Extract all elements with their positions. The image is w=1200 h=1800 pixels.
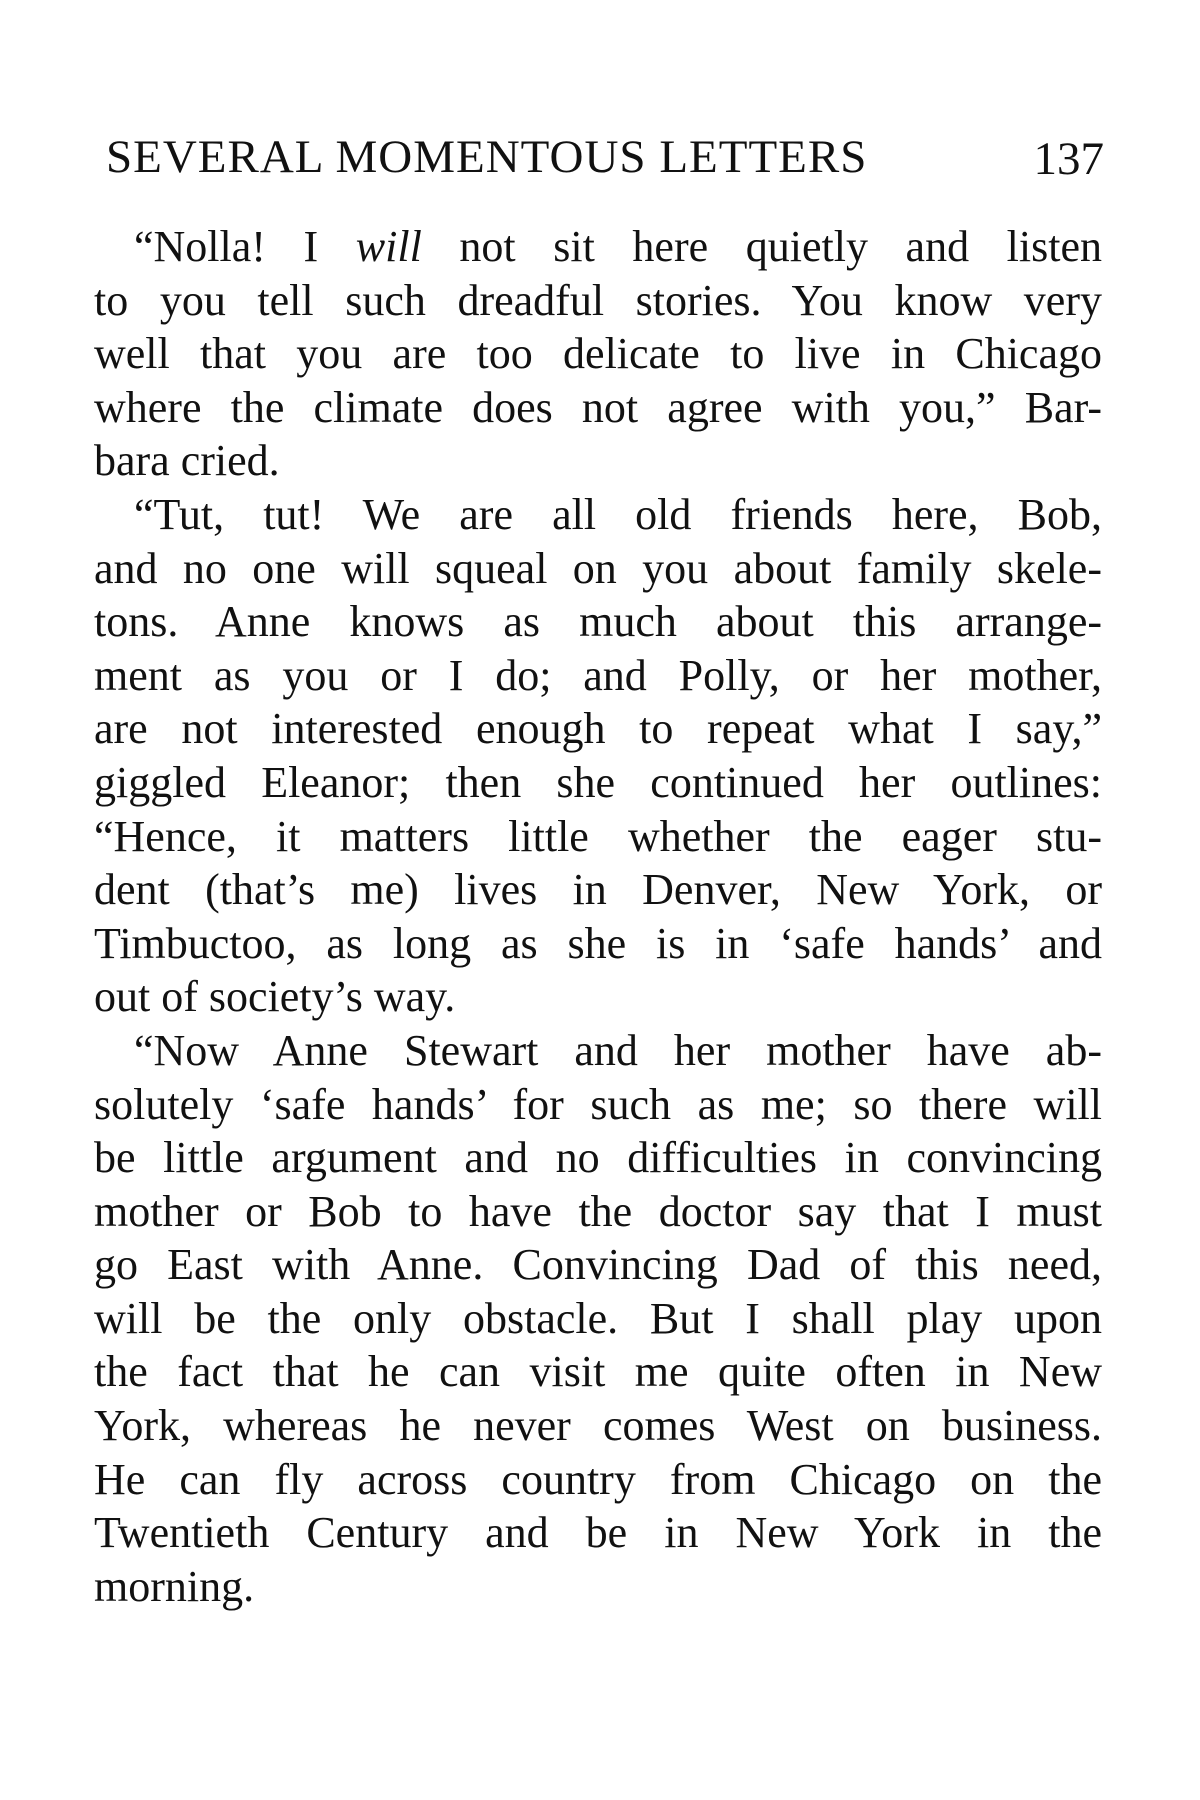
text-line: giggled Eleanor; then she continued her outlines: [94, 757, 1102, 807]
page-number: 137 [1033, 133, 1104, 185]
text-span: “Nolla! I [134, 222, 356, 271]
text-line: Twentieth Century and be in New York in the [94, 1508, 1102, 1558]
text-span: not sit here quietly and listen [421, 222, 1102, 271]
text-line: “Now Anne Stewart and her mother have ab- [134, 1025, 1102, 1075]
text-line: bara cried. [94, 436, 280, 486]
text-line: dent (that’s me) lives in Denver, New York, or [94, 865, 1102, 915]
text-line: solutely ‘safe hands’ for such as me; so there will [94, 1079, 1102, 1129]
text-line: out of society’s way. [94, 972, 456, 1022]
text-line: York, whereas he never comes West on business. [94, 1401, 1102, 1451]
text-line: will be the only obstacle. But I shall play upon [94, 1293, 1102, 1343]
running-head [106, 130, 1104, 190]
text-line: mother or Bob to have the doctor say that I must [94, 1186, 1102, 1236]
text-line: ment as you or I do; and Polly, or her mother, [94, 650, 1102, 700]
italic-emphasis: will [355, 222, 422, 271]
body-text [94, 220, 1102, 1613]
text-line: the fact that he can visit me quite often in New [94, 1347, 1102, 1397]
running-head-title: SEVERAL MOMENTOUS LETTERS [106, 131, 868, 183]
text-line [94, 220, 1102, 274]
text-line: morning. [94, 1561, 255, 1611]
text-line: tons. Anne knows as much about this arrange- [94, 597, 1102, 647]
text-line: are not interested enough to repeat what I say,” [94, 704, 1102, 754]
text-line: “Hence, it matters little whether the eager stu- [94, 811, 1102, 861]
text-line: and no one will squeal on you about family skele- [94, 543, 1102, 593]
text-line: be little argument and no difficulties in convincing [94, 1133, 1102, 1183]
text-line: to you tell such dreadful stories. You know very [94, 275, 1102, 325]
text-line: Timbuctoo, as long as she is in ‘safe hands’ and [94, 918, 1102, 968]
text-line: where the climate does not agree with you,” Bar- [94, 382, 1102, 432]
text-line: well that you are too delicate to live in Chicago [94, 329, 1102, 379]
text-line: “Tut, tut! We are all old friends here, Bob, [134, 489, 1102, 539]
text-line: go East with Anne. Convincing Dad of this need, [94, 1240, 1102, 1290]
text-line: He can fly across country from Chicago on the [94, 1454, 1102, 1504]
